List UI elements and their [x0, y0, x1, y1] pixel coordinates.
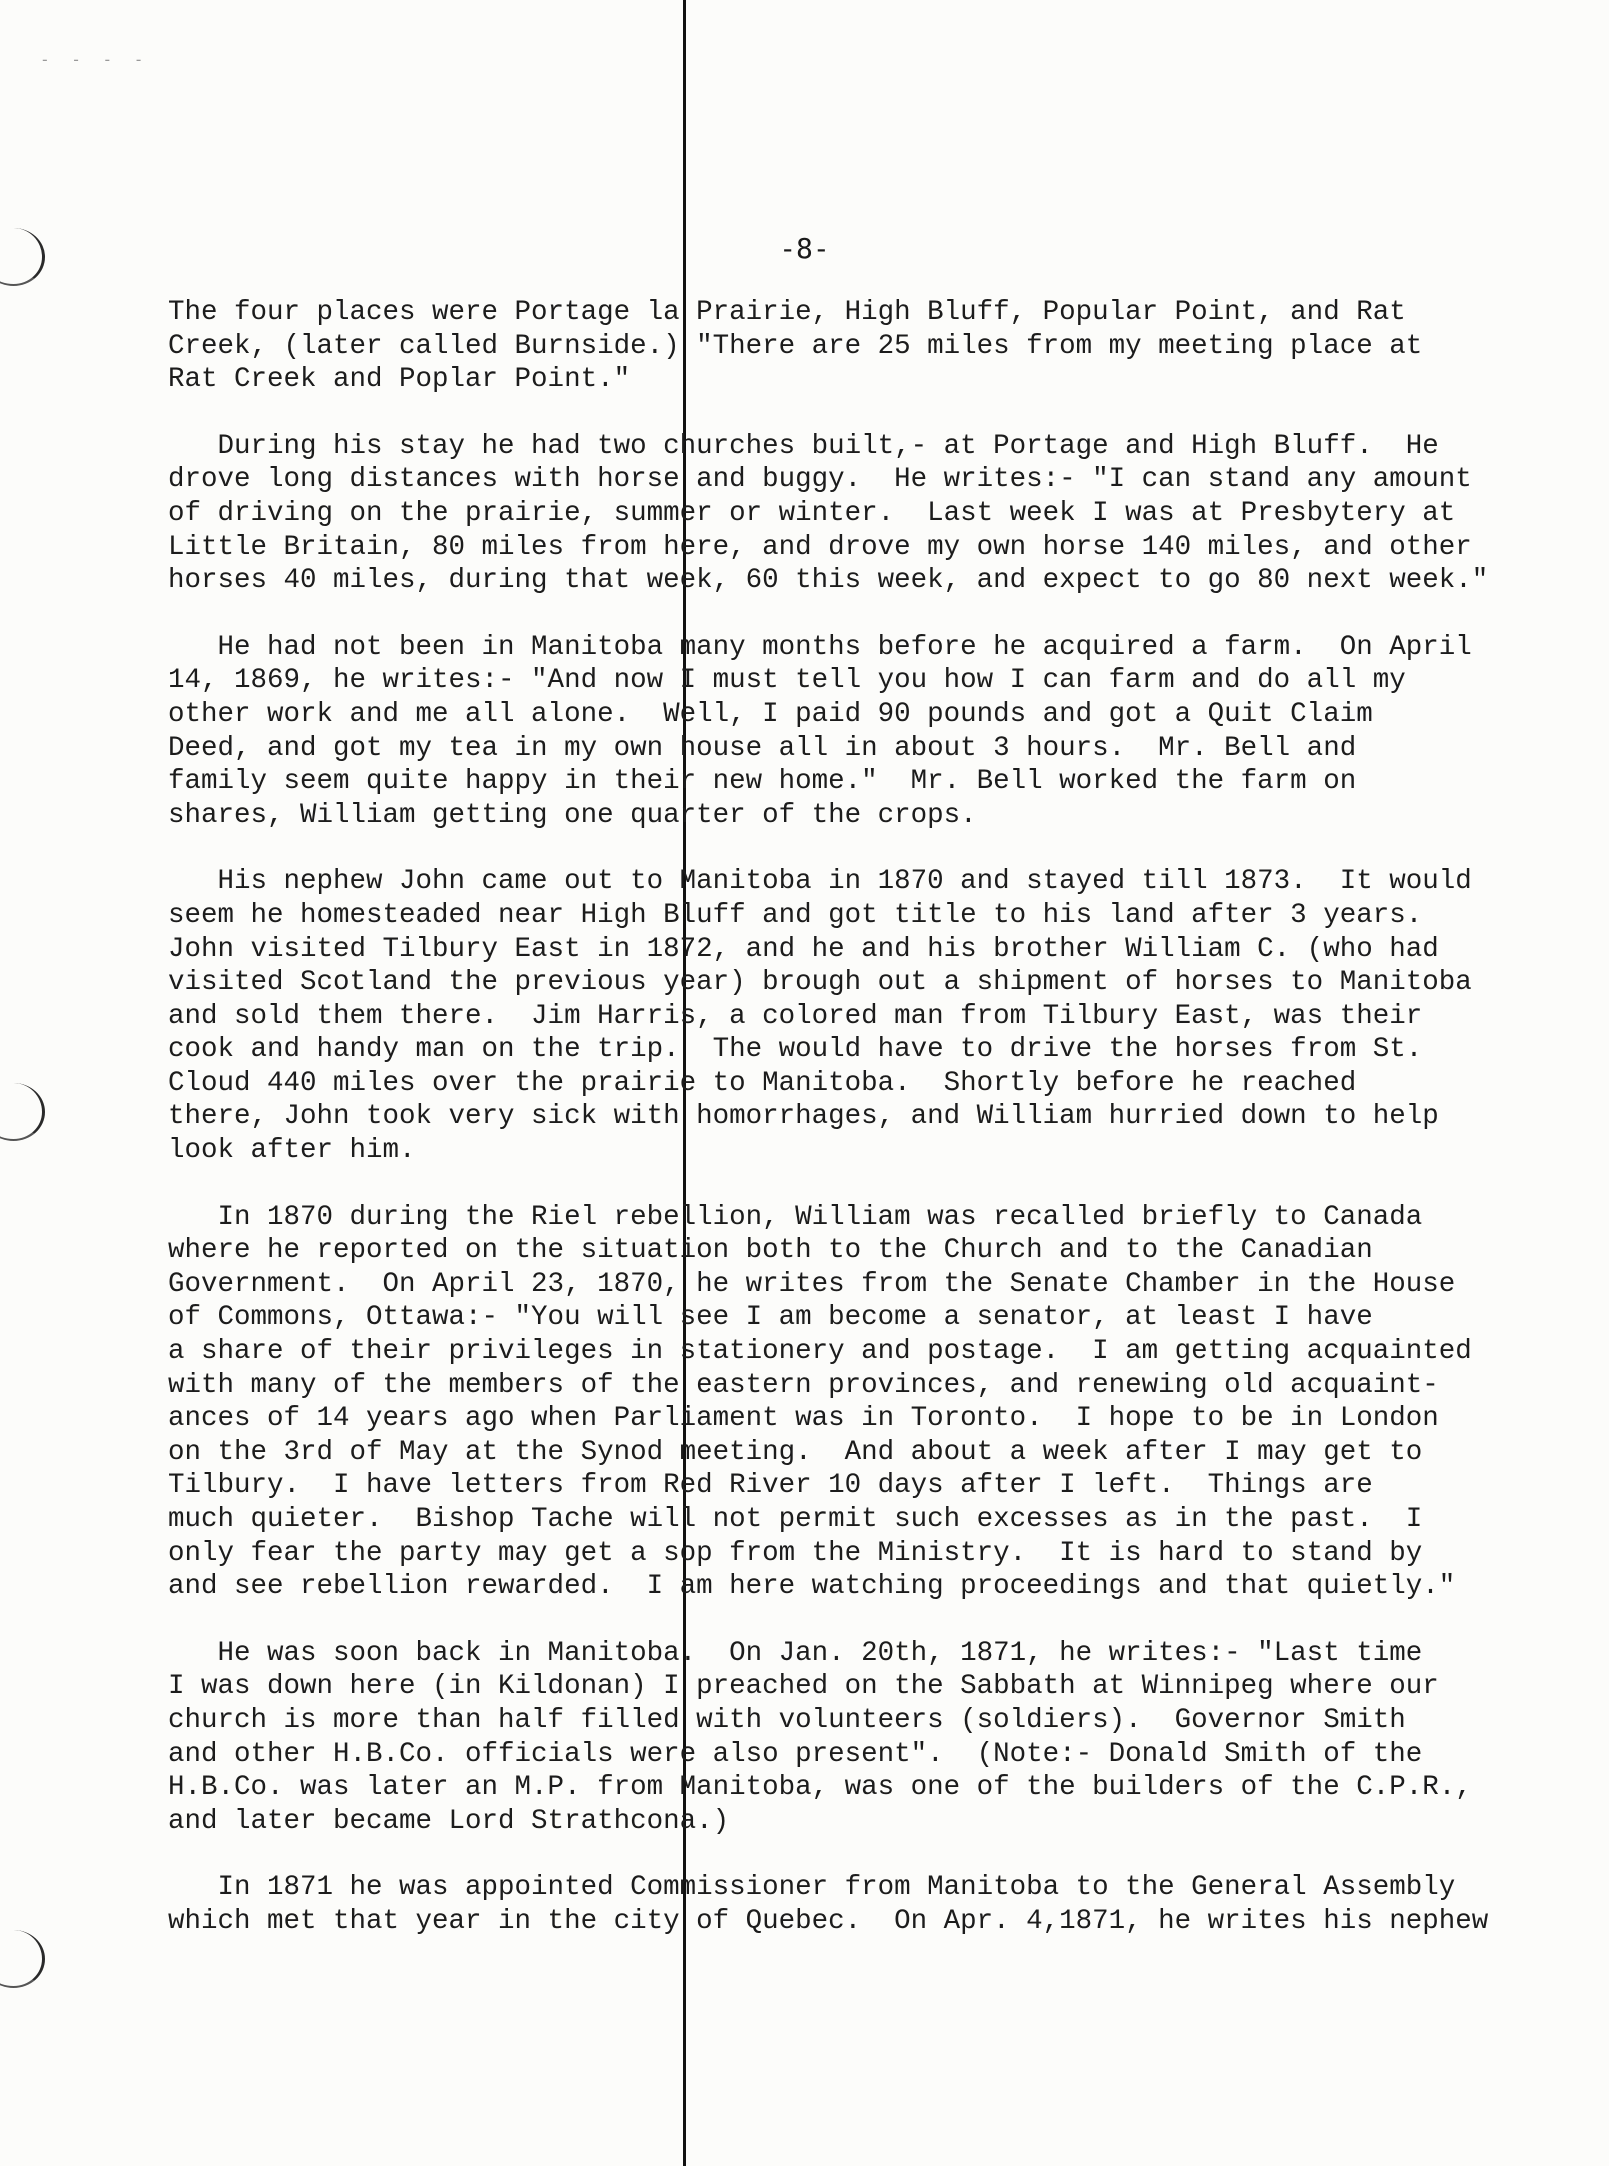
text-line: a share of their privileges in stationery and postage. I am getting acquainted [168, 1336, 1472, 1368]
page-number: -8- [779, 232, 830, 265]
text-line: I was down here (in Kildonan) I preached on the Sabbath at Winnipeg where our [168, 1671, 1439, 1703]
text-line: and sold them there. Jim Harris, a colored man from Tilbury East, was their [168, 1000, 1423, 1032]
text-line: Tilbury. I have letters from Red River 10 days after I left. Things are [168, 1470, 1373, 1502]
text-line: church is more than half filled with volunteers (soldiers). Governor Smith [168, 1704, 1406, 1736]
paragraph [168, 1637, 1568, 1839]
text-line: Little Britain, 80 miles from here, and drove my own horse 140 miles, and other [168, 531, 1472, 563]
text-line: Deed, and got my tea in my own house all in about 3 hours. Mr. Bell and [168, 732, 1357, 764]
text-line: He had not been in Manitoba many months before he acquired a farm. On April [168, 631, 1472, 663]
text-line: family seem quite happy in their new home." Mr. Bell worked the farm on [168, 766, 1357, 798]
paragraph [168, 1871, 1568, 1938]
text-line: Rat Creek and Poplar Point." [168, 364, 631, 396]
paragraph [168, 1201, 1568, 1604]
text-line: and other H.B.Co. officials were also present". (Note:- Donald Smith of the [168, 1738, 1423, 1770]
text-line: visited Scotland the previous year) brough out a shipment of horses to Manitoba [168, 967, 1472, 999]
text-line: shares, William getting one quarter of the crops. [168, 799, 977, 831]
text-line: other work and me all alone. Well, I paid 90 pounds and got a Quit Claim [168, 698, 1373, 730]
binder-hole-bottom [0, 1930, 45, 1988]
text-line: Creek, (later called Burnside.) "There are 25 miles from my meeting place at [168, 330, 1423, 362]
scan-specks: - - - - [40, 50, 150, 69]
text-line: ances of 14 years ago when Parliament was in Toronto. I hope to be in London [168, 1403, 1439, 1435]
text-line: there, John took very sick with homorrhages, and William hurried down to help [168, 1101, 1439, 1133]
text-line: seem he homesteaded near High Bluff and got title to his land after 3 years. [168, 899, 1423, 931]
text-line: He was soon back in Manitoba. On Jan. 20th, 1871, he writes:- "Last time [168, 1637, 1423, 1669]
text-line: on the 3rd of May at the Synod meeting. And about a week after I may get to [168, 1436, 1423, 1468]
text-line: much quieter. Bishop Tache will not permit such excesses as in the past. I [168, 1504, 1423, 1535]
text-line: In 1871 he was appointed Commissioner from Manitoba to the General Assembly [168, 1872, 1456, 1904]
text-line: His nephew John came out to Manitoba in 1870 and stayed till 1873. It would [168, 866, 1472, 898]
text-line: and later became Lord Strathcona.) [168, 1805, 730, 1837]
text-line: with many of the members of the eastern provinces, and renewing old acquaint- [168, 1369, 1439, 1401]
paragraph [168, 631, 1568, 833]
text-line: The four places were Portage la Prairie, High Bluff, Popular Point, and Rat [168, 297, 1406, 328]
body-text [168, 296, 1568, 1972]
paragraph [168, 296, 1568, 397]
text-line: drove long distances with horse and buggy. He writes:- "I can stand any amount [168, 464, 1472, 496]
text-line: John visited Tilbury East in 1872, and he and his brother William C. (who had [168, 933, 1439, 965]
text-line: only fear the party may get a sop from the Ministry. It is hard to stand by [168, 1537, 1423, 1569]
text-line: Cloud 440 miles over the prairie to Manitoba. Shortly before he reached [168, 1067, 1357, 1099]
text-line: During his stay he had two churches built,- at Portage and High Bluff. He [168, 430, 1439, 462]
text-line: of Commons, Ottawa:- "You will see I am become a senator, at least I have [168, 1302, 1373, 1334]
text-line: look after him. [168, 1135, 416, 1167]
paragraph [168, 865, 1568, 1167]
binder-hole-middle [0, 1083, 45, 1141]
text-line: which met that year in the city of Quebec. On Apr. 4,1871, he writes his nephew [168, 1905, 1489, 1937]
text-line: Government. On April 23, 1870, he writes from the Senate Chamber in the House [168, 1268, 1456, 1300]
text-line: In 1870 during the Riel rebellion, William was recalled briefly to Canada [168, 1201, 1423, 1233]
text-line: and see rebellion rewarded. I am here watching proceedings and that quietly." [168, 1571, 1456, 1603]
text-line: H.B.Co. was later an M.P. from Manitoba, was one of the builders of the C.P.R., [168, 1772, 1472, 1804]
paragraph [168, 430, 1568, 598]
text-line: cook and handy man on the trip. The would have to drive the horses from St. [168, 1034, 1423, 1066]
text-line: where he reported on the situation both to the Church and to the Canadian [168, 1235, 1373, 1267]
text-line: 14, 1869, he writes:- "And now I must tell you how I can farm and do all my [168, 665, 1406, 697]
text-line: horses 40 miles, during that week, 60 this week, and expect to go 80 next week." [168, 565, 1489, 597]
text-line: of driving on the prairie, summer or winter. Last week I was at Presbytery at [168, 497, 1456, 529]
